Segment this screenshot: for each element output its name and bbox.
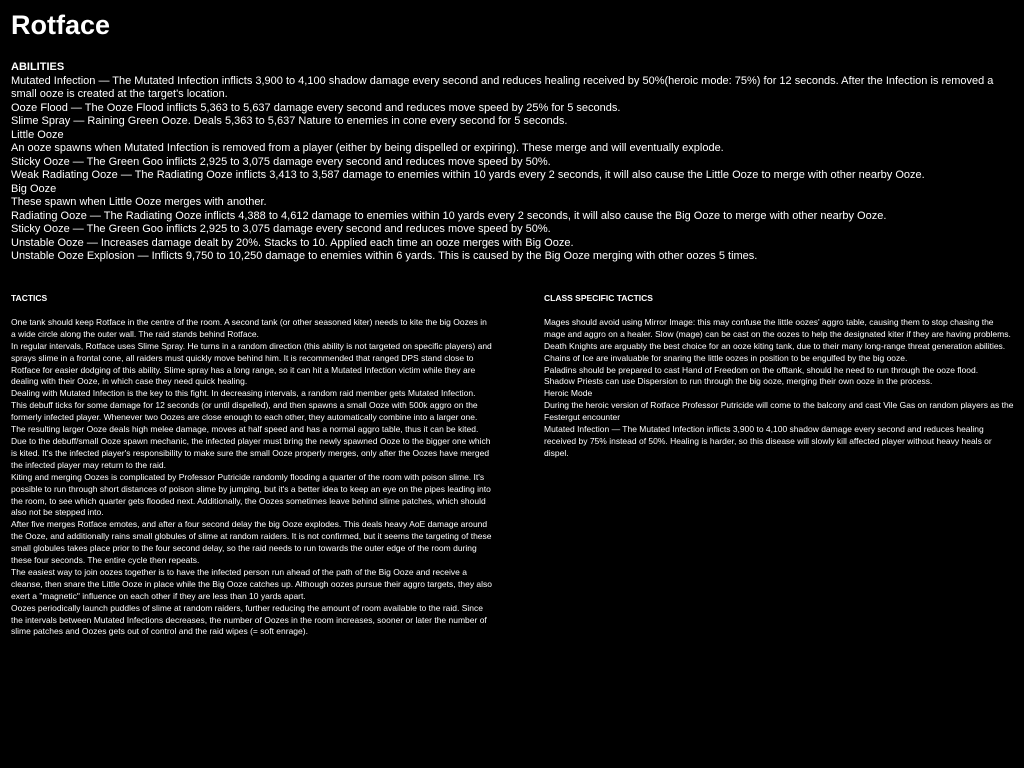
tactics-heading: TACTICS [11, 293, 48, 303]
class-tactics-paragraph: Mutated Infection — The Mutated Infection inflicts 3,900 to 4,100 shadow damage every second and reduces healing received by 75% instead of 50%. Healing is harder, so this disease will slowly kill affected player without heavy heals or dispel. [544, 424, 992, 458]
ability-line: Big Ooze [11, 182, 57, 195]
ability-line: Unstable Ooze Explosion — Inflicts 9,750 to 10,250 damage to enemies within 6 yards. This is caused by the Big Ooze merging with other oozes 5 times. [11, 250, 758, 262]
ability-line: An ooze spawns when Mutated Infection is removed from a player (either by being dispelled or expiring). These merge and will eventually explode. [11, 142, 724, 154]
ability-line: These spawn when Little Ooze merges with another. [11, 196, 267, 208]
ability-line: Weak Radiating Ooze — The Radiating Ooze inflicts 3,413 to 3,587 damage to enemies within 10 yards every 2 seconds, it will also cause the Little Ooze to merge with other nearby Ooze. [11, 169, 925, 181]
ability-line: Ooze Flood — The Ooze Flood inflicts 5,363 to 5,637 damage every second and reduces move speed by 25% for 5 seconds. [11, 101, 621, 114]
class-tactics-paragraph: Shadow Priests can use Dispersion to run through the big ooze, merging their own ooze in the process. [544, 376, 933, 387]
class-tactics-paragraph: Paladins should be prepared to cast Hand of Freedom on the offtank, should he need to run through the ooze flood. [544, 364, 979, 375]
class-tactics-paragraph: Death Knights are arguably the best choice for an ooze kiting tank, due to their many long-range threat generation abilities. Chains of Ice are invaluable for snaring the little oozes in position to be engulfed by the big ooze. [544, 340, 1006, 363]
class-tactics-paragraph: Heroic Mode [544, 388, 593, 399]
class-tactics-paragraph: During the heroic version of Rotface Professor Putricide will come to the balcony and cast Vile Gas on random players as the Festergut encounter [544, 400, 1014, 423]
ability-line: Unstable Ooze — Increases damage dealt by 20%. Stacks to 10. Applied each time an ooze merges with Big Ooze. [11, 236, 574, 249]
tactics-paragraph: Kiting and merging Oozes is complicated by Professor Putricide randomly flooding a quarter of the room with poison slime. It's possible to run through short distances of poison slime by jumping, but it's a better idea to keep an eye on the pipes leading into the room, to see which quarter gets flooded next. Additionally, the Oozes sometimes leave behind slime patches, which should also not be stepped into. [11, 471, 491, 518]
tactics-paragraph: In regular intervals, Rotface uses Slime Spray. He turns in a random direction (this ability is not targeted on specific players) and sprays slime in a frontal cone, all raiders must quickly move behind him. It is recommended that ranged DPS stand close to Rotface for easier dodging of this ability. Slime spray has a long range, so it can hit a Mutated Infection victim while they are dealing with their Ooze, in which case they need quick healing. [11, 340, 492, 387]
ability-line: Sticky Ooze — The Green Goo inflicts 2,925 to 3,075 damage every second and reduces move speed by 50%. [11, 155, 551, 168]
class-tactics-column [544, 293, 1014, 460]
tactics-paragraph: Oozes periodically launch puddles of slime at random raiders, further reducing the amount of room available to the raid. Since the intervals between Mutated Infections decreases, the number of Oozes in the room increases, sooner or later the number of slime patches and Oozes gets out of control and the raid wipes (= soft enrage). [11, 602, 487, 637]
ability-line: Radiating Ooze — The Radiating Ooze inflicts 4,388 to 4,612 damage to enemies within 10 yards every 2 seconds, it will also cause the Big Ooze to merge with other nearby Ooze. [11, 209, 887, 222]
tactics-paragraph: Due to the debuff/small Ooze spawn mechanic, the infected player must bring the newly spawned Ooze to the bigger one which is kited. It's the infected player's responsibility to make sure the small Ooze properly merges, only after the Oozes have merged the infected player may return to the raid. [11, 435, 491, 470]
tactics-paragraph: After five merges Rotface emotes, and after a four second delay the big Ooze explodes. This deals heavy AoE damage around the Ooze, and additionally rains small globules of slime at random raiders. It is not confirmed, but it seems the targeting of these small globules takes place prior to the four second delay, so the raid needs to run towards the outer edge of the room during these four seconds. The entire cycle then repeats. [11, 519, 492, 566]
class-tactics-heading: CLASS SPECIFIC TACTICS [544, 293, 653, 303]
abilities-section [11, 61, 1015, 264]
tactics-paragraph: Dealing with Mutated Infection is the key to this fight. In decreasing intervals, a random raid member gets Mutated Infection. This debuff ticks for some damage for 12 seconds (or until dispelled), and then spawns a small Ooze with 500k aggro on the formerly infected player. Whenever two Oozes are close enough to each other, they automatically combine into a larger one. The resulting larger Ooze deals high melee damage, moves at half speed and has a normal aggro table, thus it can be kited. [11, 388, 479, 435]
ability-line: Slime Spray — Raining Green Ooze. Deals 5,363 to 5,637 Nature to enemies in cone every second for 5 seconds. [11, 115, 568, 127]
class-tactics-paragraph: Mages should avoid using Mirror Image: this may confuse the little oozes' aggro table, causing them to stop chasing the mage and aggro on a healer. Slow (mage) can be cast on the oozes to help the designated kiter if they are having problems. [544, 316, 1011, 339]
ability-line: Mutated Infection — The Mutated Infection inflicts 3,900 to 4,100 shadow damage every second and reduces healing received by 50%(heroic mode: 75%) for 12 seconds. After the Infection is removed a small ooze is created at the target's location. [11, 74, 994, 100]
tactics-column [11, 293, 493, 638]
abilities-heading: ABILITIES [11, 61, 65, 73]
ability-line: Little Ooze [11, 128, 64, 141]
page-title: Rotface [11, 10, 111, 40]
tactics-paragraph: The easiest way to join oozes together is to have the infected person run ahead of the path of the Big Ooze and receive a cleanse, then snare the Little Ooze in place while the Big Ooze catches up. Although oozes pursue their aggro targets, they also exert a "magnetic" influence on each other if they are less than 10 yards apart. [11, 566, 493, 601]
ability-line: Sticky Ooze — The Green Goo inflicts 2,925 to 3,075 damage every second and reduces move speed by 50%. [11, 223, 551, 235]
tactics-paragraph: One tank should keep Rotface in the centre of the room. A second tank (or other seasoned kiter) needs to kite the big Oozes in a wide circle along the outer wall. The raid stands behind Rotface. [11, 316, 487, 339]
